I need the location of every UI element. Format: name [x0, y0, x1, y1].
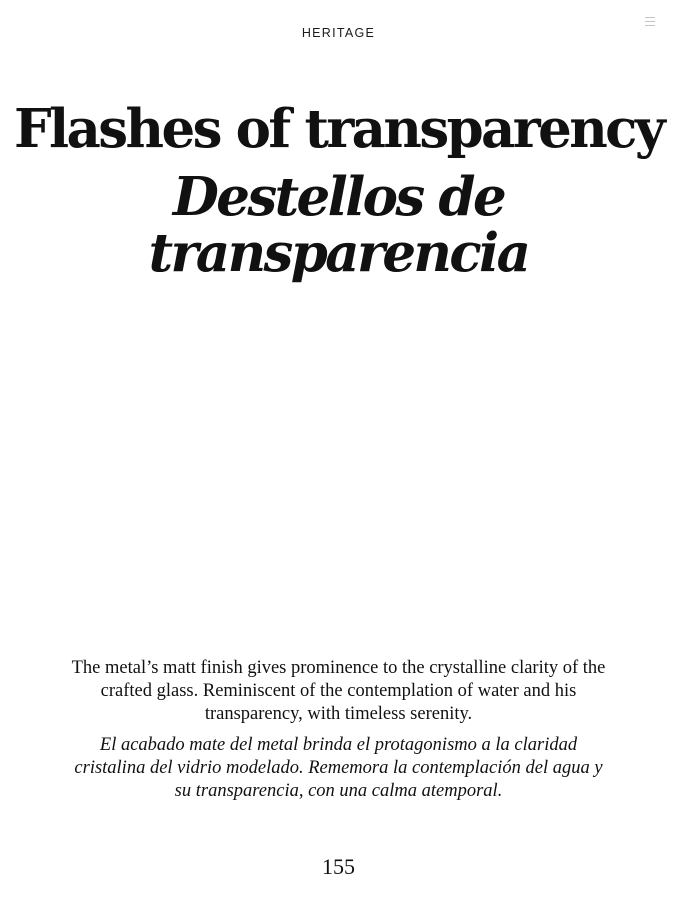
- title-english: Flashes of transparency: [13, 98, 664, 160]
- title-block: [0, 98, 677, 284]
- page-number: 155: [322, 854, 355, 879]
- title-spanish: Destellos de transparencia: [148, 166, 529, 284]
- section-label: HERITAGE: [301, 26, 376, 40]
- body-text-block: [70, 657, 607, 803]
- body-text-english: The metal’s matt finish gives prominence to the crystalline clarity of the crafted glass. Reminiscent of the contemplation of water and his transparency, with timeless serenity.: [71, 658, 606, 724]
- menu-icon[interactable]: [645, 17, 655, 28]
- body-text-spanish: El acabado mate del metal brinda el protagonismo a la claridad cristalina del vidrio modelado. Rememora la contemplación del agua y su transparencia, con una calma atemporal.: [74, 735, 603, 801]
